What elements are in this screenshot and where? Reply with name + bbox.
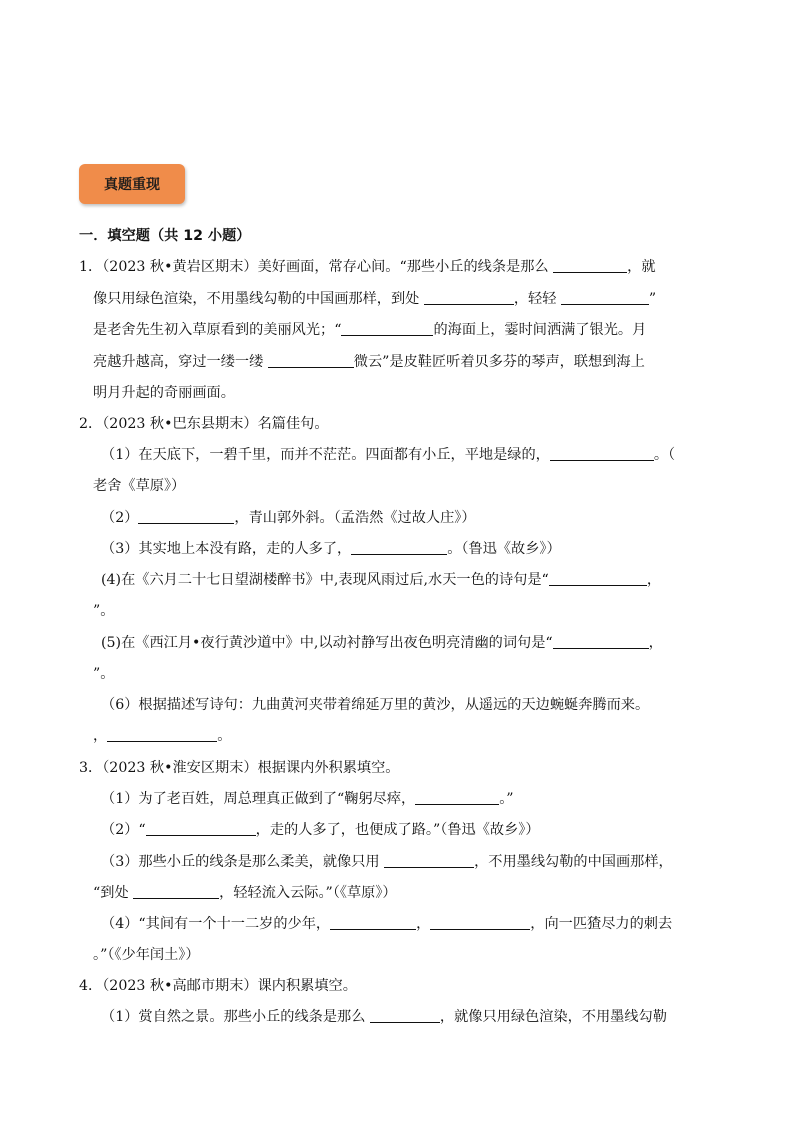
answer-blank[interactable] <box>341 320 433 336</box>
answer-blank[interactable] <box>138 508 234 524</box>
question-3-title: 3．（2023 秋•淮安区期末）根据课内外积累填空。 <box>79 760 400 776</box>
answer-blank[interactable] <box>107 726 217 742</box>
question-2-item-2: （2） ，青山郭外斜。（孟浩然《过故人庄》） <box>101 510 476 526</box>
section-badge: 真题重现 <box>79 164 185 204</box>
answer-blank[interactable] <box>553 257 627 273</box>
question-1-line-1: 1．（2023 秋•黄岩区期末）美好画面，常存心间。“那些小丘的线条是那么 ，就 <box>79 259 656 275</box>
question-2-item-4-cont: ”。 <box>93 603 115 619</box>
question-1-line-2: 像只用绿色渲染，不用墨线勾勒的中国画那样，到处 ，轻轻 ” <box>93 291 657 307</box>
question-2-item-1-cont: 老舍《草原》） <box>93 478 186 494</box>
question-4-item-1: （1）赏自然之景。那些小丘的线条是那么 ，就像只用绿色渲染，不用墨线勾勒 <box>101 1009 667 1025</box>
question-1-line-5: 明月升起的奇丽画面。 <box>93 385 235 401</box>
question-number: 3． <box>79 760 103 776</box>
question-2-item-5-cont: ”。 <box>93 666 115 682</box>
answer-blank[interactable] <box>549 570 647 586</box>
question-2-item-1: （1）在天底下，一碧千里，而并不茫茫。四面都有小丘，平地是绿的， 。（ <box>101 447 676 463</box>
question-2-title: 2．（2023 秋•巴东县期末）名篇佳句。 <box>79 416 329 432</box>
answer-blank[interactable] <box>370 1007 440 1023</box>
question-2-item-6-cont: ， 。 <box>93 728 232 744</box>
answer-blank[interactable] <box>351 539 447 555</box>
question-1-line-3: 是老舍先生初入草原看到的美丽风光；“ 的海面上，霎时间洒满了银光。月 <box>93 322 647 338</box>
answer-blank[interactable] <box>384 852 474 868</box>
section-title: 一．填空题（共 12 小题） <box>79 228 251 244</box>
question-3-item-4: （4）“其间有一个十一二岁的少年， ， ，向一匹猹尽力的刺去 <box>101 916 673 932</box>
question-3-item-1: （1）为了老百姓，周总理真正做到了“鞠躬尽瘁， 。” <box>101 791 514 807</box>
question-3-item-3-cont: “到处 ，轻轻流入云际。”（《草原》） <box>93 885 397 901</box>
question-2-item-6: （6）根据描述写诗句：九曲黄河夹带着绵延万里的黄沙，从遥远的天边蜿蜒奔腾而来。 <box>101 697 650 713</box>
answer-blank[interactable] <box>133 883 219 899</box>
question-number: 1． <box>79 259 103 275</box>
answer-blank[interactable] <box>430 914 530 930</box>
question-2-item-5: (5)在《西江月•夜行黄沙道中》中,以动衬静写出夜色明亮清幽的词句是“ ， <box>101 635 663 651</box>
answer-blank[interactable] <box>268 352 354 368</box>
question-3-item-3: （3）那些小丘的线条是那么柔美，就像只用 ，不用墨线勾勒的中国画那样， <box>101 854 673 870</box>
answer-blank[interactable] <box>415 789 499 805</box>
question-1-line-4: 亮越升越高，穿过一缕一缕 微云”是皮鞋匠听着贝多芬的琴声，联想到海上 <box>93 354 645 370</box>
answer-blank[interactable] <box>330 914 416 930</box>
question-2-item-3: （3）其实地上本没有路，走的人多了， 。（鲁迅《故乡》） <box>101 541 561 557</box>
question-3-item-4-cont: 。”（《少年闰土》） <box>93 947 200 963</box>
question-3-item-2: （2）“ ，走的人多了，也便成了路。”（鲁迅《故乡》） <box>101 822 540 838</box>
question-2-item-4: (4)在《六月二十七日望湖楼醉书》中,表现风雨过后,水天一色的诗句是“ ， <box>101 572 662 588</box>
answer-blank[interactable] <box>550 445 654 461</box>
answer-blank[interactable] <box>561 289 649 305</box>
question-4-title: 4．（2023 秋•高邮市期末）课内积累填空。 <box>79 978 357 994</box>
question-number: 2． <box>79 416 103 432</box>
answer-blank[interactable] <box>424 289 514 305</box>
question-number: 4． <box>79 978 103 994</box>
answer-blank[interactable] <box>553 633 649 649</box>
answer-blank[interactable] <box>146 820 256 836</box>
